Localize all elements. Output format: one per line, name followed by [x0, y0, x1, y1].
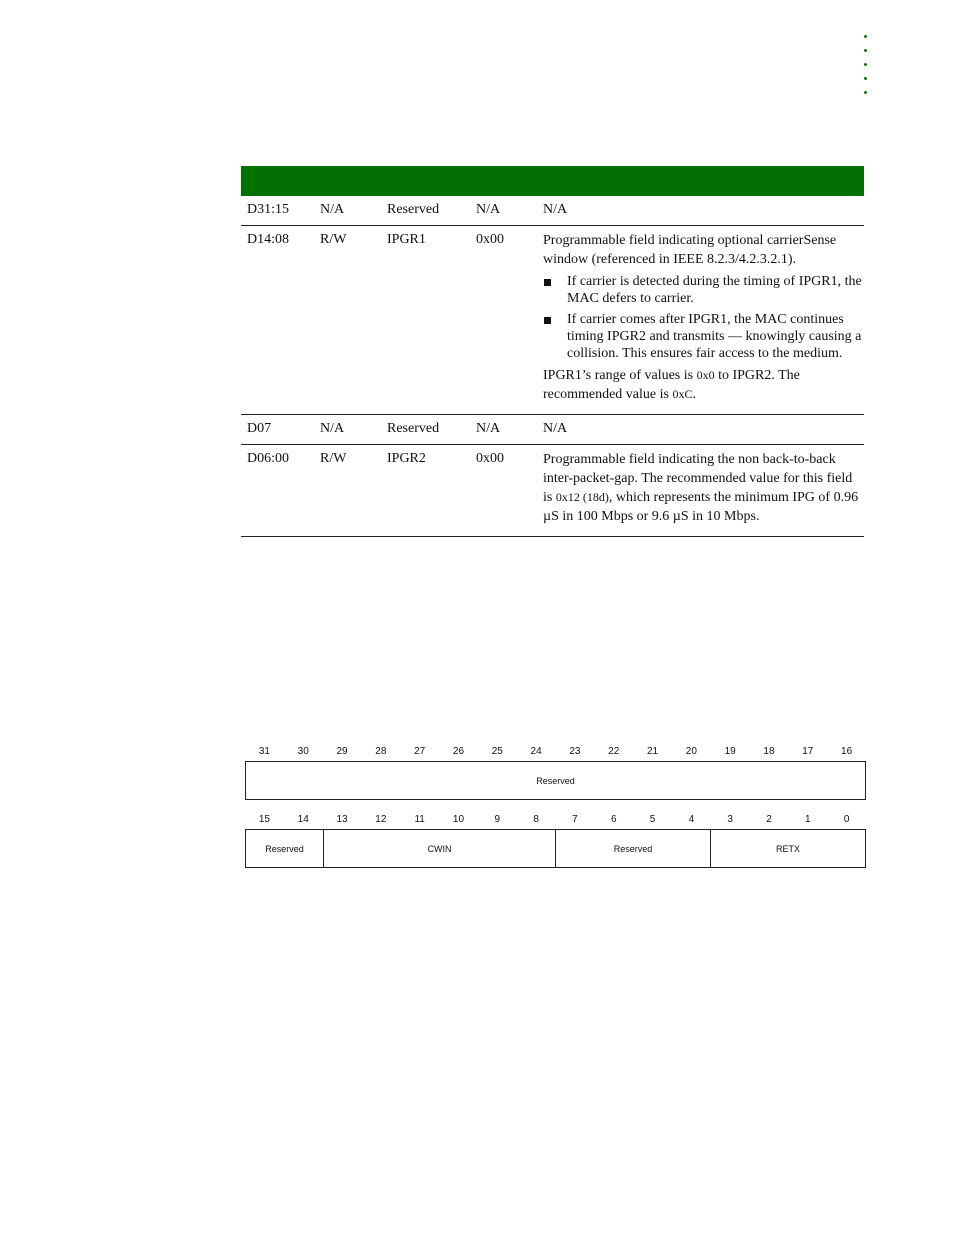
bit-number: 1	[805, 814, 811, 825]
list-item	[543, 273, 864, 307]
bit-number: 2	[766, 814, 772, 825]
list-item	[543, 311, 864, 362]
bit-field: Reserved	[536, 775, 575, 786]
bit-number: 4	[688, 814, 695, 825]
lower-field-row	[245, 829, 866, 868]
marker-dot	[864, 91, 867, 94]
register-bit-diagram	[245, 744, 866, 880]
access-cell: R/W	[314, 226, 381, 415]
bit-number: 6	[610, 814, 617, 825]
text-run: Programmable field indicating the non back-to-back inter-packet-gap. The recommended value for this field is	[543, 452, 853, 505]
bit-number: 12	[375, 814, 387, 825]
bits-cell: D14:08	[241, 226, 314, 415]
bit-number: 27	[414, 746, 426, 757]
bit-number: 30	[297, 746, 309, 757]
bit-number: 13	[336, 814, 348, 825]
description-paragraph	[543, 366, 864, 404]
bit-number: 9	[494, 814, 501, 825]
bit-number: 22	[608, 746, 620, 757]
access-cell: N/A	[314, 415, 381, 445]
mnemonic-cell: IPGR1	[381, 226, 470, 415]
bit-number: 28	[375, 746, 387, 757]
text-run: to IPGR2. The recommended value is	[543, 368, 800, 402]
access-cell: R/W	[314, 445, 381, 537]
access-cell: N/A	[314, 196, 381, 226]
bit-number: 31	[258, 746, 270, 757]
bit-number: 17	[802, 746, 814, 757]
text-run: IPGR1’s range of values is	[543, 368, 697, 383]
marker-dot	[864, 77, 867, 80]
bullet-text: If carrier comes after IPGR1, the MAC continues timing IPGR2 and transmits — knowingly causing a collision. This ensures fair access to the medium.	[567, 312, 862, 361]
text-run: .	[692, 387, 696, 402]
page-marker-dots	[864, 35, 870, 105]
code-value: 0x12 (18d)	[555, 490, 609, 504]
bit-field: CWIN	[323, 830, 555, 867]
bit-number: 20	[685, 746, 697, 757]
bit-number: 26	[452, 746, 465, 757]
bit-number: 25	[491, 746, 503, 757]
bit-field: RETX	[710, 830, 865, 867]
bit-number: 5	[649, 814, 656, 825]
bit-number: 14	[297, 814, 309, 825]
register-table	[241, 166, 864, 537]
table-header-bar	[241, 166, 864, 196]
bit-number: 0	[843, 814, 850, 825]
reset-cell: N/A	[470, 196, 537, 226]
reset-cell: N/A	[470, 415, 537, 445]
description-cell	[537, 445, 864, 537]
bit-field: Reserved	[265, 843, 304, 854]
reset-cell: 0x00	[470, 226, 537, 415]
bit-number: 23	[569, 746, 581, 757]
description-paragraph	[543, 450, 864, 526]
text-run: , which represents the minimum IPG of 0.96 µS in 100 Mbps or 9.6 µS in 10 Mbps.	[543, 490, 859, 524]
bit-number: 19	[724, 746, 736, 757]
mnemonic-cell: Reserved	[381, 415, 470, 445]
description-bullet-list	[543, 273, 864, 362]
marker-dot	[864, 63, 867, 66]
description-cell: N/A	[537, 196, 864, 226]
table-row	[241, 445, 864, 537]
table-row	[241, 196, 864, 226]
bit-number: 8	[533, 814, 539, 825]
bit-field: Reserved	[555, 830, 710, 867]
description-cell: N/A	[537, 415, 864, 445]
bit-number: 3	[727, 814, 733, 825]
lower-bit-numbers	[245, 812, 866, 828]
marker-dot	[864, 35, 867, 38]
description-cell	[537, 226, 864, 415]
bits-cell: D06:00	[241, 445, 314, 537]
bit-number: 10	[452, 814, 465, 825]
table-row	[241, 226, 864, 415]
square-bullet-icon	[544, 317, 551, 324]
description-paragraph: Programmable field indicating optional carrierSense window (referenced in IEEE 8.2.3/4.2.3.2.1).	[543, 233, 837, 267]
mnemonic-cell: Reserved	[381, 196, 470, 226]
bits-cell: D07	[241, 415, 314, 445]
code-value: 0xC	[672, 387, 693, 401]
upper-bit-numbers	[245, 744, 866, 760]
bit-number: 29	[336, 746, 348, 757]
bit-number: 18	[763, 746, 775, 757]
bit-number: 24	[530, 746, 542, 757]
mnemonic-cell: IPGR2	[381, 445, 470, 537]
bullet-text: If carrier is detected during the timing of IPGR1, the MAC defers to carrier.	[567, 274, 862, 306]
bit-number: 16	[841, 746, 853, 757]
upper-field-row	[245, 761, 866, 800]
bits-cell: D31:15	[241, 196, 314, 226]
bit-number: 15	[258, 814, 270, 825]
marker-dot	[864, 49, 867, 52]
code-value: 0x0	[696, 368, 715, 382]
table-row	[241, 415, 864, 445]
bit-number: 11	[414, 814, 425, 825]
bit-number: 7	[572, 814, 578, 825]
square-bullet-icon	[544, 279, 551, 286]
bit-number: 21	[646, 746, 659, 757]
reset-cell: 0x00	[470, 445, 537, 537]
